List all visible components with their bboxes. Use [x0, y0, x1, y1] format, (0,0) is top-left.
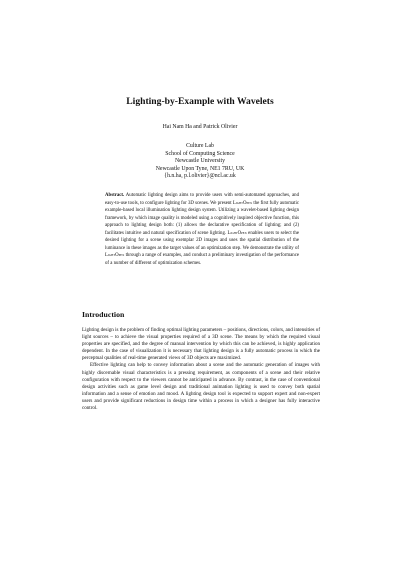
- body-paragraph: Lighting design is the problem of finding optimal lighting parameters – positions, directions, colors, and intensities of light sources – to achieve the visual properties required of a 3D scene. The means by which the required visual properties are specified, and the degree of manual intervention by which this can be achieved, is highly application dependent. In the case of visualization it is necessary that lighting design is a fully automatic process in which the perceptual qualities of real-time generated views of 3D objects are maximized.: [82, 327, 320, 362]
- affiliation-lab: Culture Lab: [186, 143, 214, 149]
- body-paragraph: Effective lighting can help to convey information about a scene and the automatic generation of images with highly discernable visual characteristics is a pressing requirement, as components of a scene and their relative configuration with respect to the viewers cannot be anticipated in advance. By contrast, in the case of conventional design activities such as game level design and traditional animation lighting is used to convey both spatial information and a sense of emotion and mood. A lighting design tool is expected to support expert and non-expert users and provide significant reductions in design time within a process in which a designer has fully interactive control.: [82, 362, 320, 412]
- affiliation-address: Newcastle Upon Tyne, NE1 7RU, UK: [155, 165, 245, 172]
- affiliation-school: School of Computing Science: [165, 150, 235, 157]
- section-body: [82, 327, 320, 412]
- abstract: [105, 192, 299, 267]
- abstract-label: Abstract.: [105, 193, 125, 198]
- system-name: LightOpex: [232, 200, 253, 206]
- affiliation-email: {h.n.ha, p.l.olivier}@ncl.ac.uk: [164, 173, 236, 180]
- system-name: LightOpex: [105, 253, 125, 258]
- abstract-text-2: the first fully automatic example-based local illumination lighting design system. Utilizing a wavelet-based lighting design framework, by which image quality is modeled using a cognitively inspired objective function, this approach to lighting design both: (1) allows the declarative specification of lighting; and (2) facilitates intuitive and natural specification of scene lighting.: [105, 200, 299, 236]
- abstract-text-1: Automatic lighting design aims to provide users with semi-automated approaches, and easy-to-use tools, to configure lighting for 3D scenes. We present: [105, 193, 299, 206]
- affiliation-block: [0, 143, 400, 181]
- abstract-text-4: through a range of examples, and conduct a preliminary investigation of the performance of a number of different of optimization schemes.: [105, 253, 299, 266]
- paper-authors: Hai Nam Ha and Patrick Olivier: [162, 124, 238, 130]
- abstract-text-3: enables users to select the desired lighting for a scene using exemplar 2D images and uses the spatial distribution of the luminance in these images as the target values of an optimization step. We demonstrate the utility of: [105, 230, 299, 251]
- affiliation-university: Newcastle University: [174, 158, 226, 165]
- paper-title: Lighting-by-Example with Wavelets: [126, 96, 274, 107]
- section-heading: Introduction: [82, 310, 125, 319]
- system-name: LightOpex: [227, 230, 247, 236]
